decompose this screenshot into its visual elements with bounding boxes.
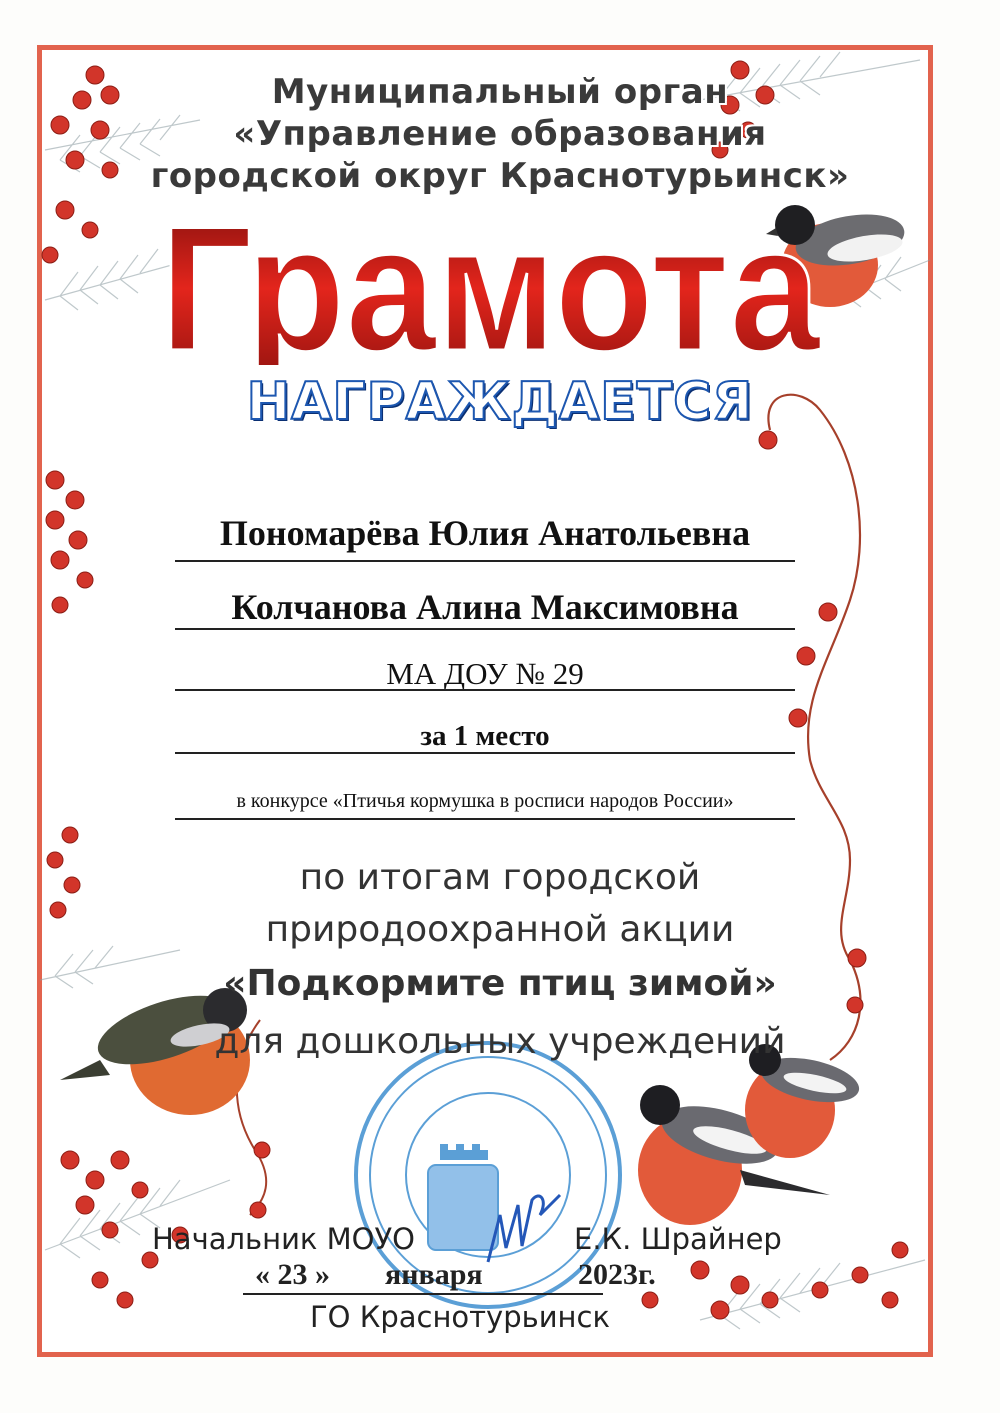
awarded-label: НАГРАЖДАЕТСЯ	[246, 372, 754, 432]
action-line-2: природоохранной акции	[265, 909, 735, 950]
title-container	[150, 215, 830, 365]
title-graphic	[150, 215, 830, 365]
date-day: « 23 »	[255, 1258, 330, 1291]
recipient-1-name: Пономарёва Юлия Анатольевна	[219, 513, 751, 553]
header-line-2: «Управление образования	[233, 114, 767, 154]
action-line-1: по итогам городской	[299, 857, 701, 898]
signature-position: Начальник МОУО	[152, 1222, 415, 1256]
contest-field	[175, 790, 795, 824]
action-line-4: для дошкольных учреждений	[214, 1021, 786, 1062]
action-line-3: «Подкормите птиц зимой»	[223, 963, 777, 1004]
institution-field	[175, 656, 795, 696]
bullfinches-bottom-right	[638, 1044, 863, 1225]
certificate-title: Грамота	[160, 215, 822, 365]
date-year: 2023г.	[578, 1258, 656, 1291]
contest-text: в конкурсе «Птичья кормушка в росписи народов России»	[236, 790, 734, 812]
institution-name: МА ДОУ № 29	[386, 656, 584, 691]
place-text: за 1 место	[420, 720, 550, 752]
recipient-2-field	[175, 586, 795, 636]
place-field	[175, 720, 795, 760]
header-line-3: городской округ Краснотурьинск»	[150, 156, 850, 196]
signature-name: Е.К. Шрайнер	[574, 1222, 782, 1256]
header-line-1: Муниципальный орган	[271, 72, 729, 112]
signature-city: ГО Краснотурьинск	[310, 1300, 610, 1334]
recipient-2-name: Колчанова Алина Максимовна	[231, 587, 739, 627]
date-month: января	[385, 1258, 483, 1291]
recipient-1-field	[175, 512, 795, 562]
date-underline	[243, 1293, 603, 1295]
